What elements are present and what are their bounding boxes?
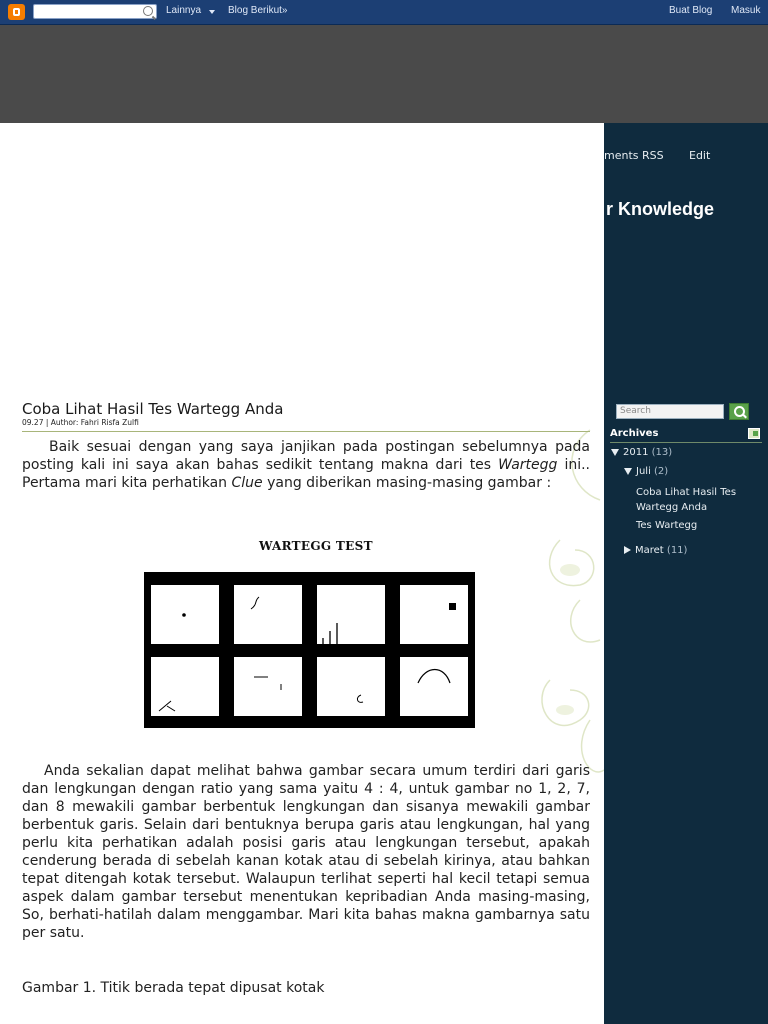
archive-post-link[interactable] — [636, 520, 697, 531]
navbar-search-input[interactable] — [33, 4, 157, 19]
post-title[interactable]: Coba Lihat Hasil Tes Wartegg Anda — [22, 400, 284, 418]
wartegg-box-3 — [317, 585, 385, 644]
more-menu-link[interactable]: Lainnya — [166, 5, 202, 16]
curve-icon — [234, 585, 302, 644]
dot-icon — [151, 585, 219, 644]
quick-edit-icon[interactable] — [748, 428, 760, 439]
wartegg-box-8 — [400, 657, 468, 716]
post-paragraph — [22, 979, 590, 997]
post-paragraph — [22, 438, 590, 492]
paragraph-text: ini.. Pertama mari kita perhatikan — [22, 457, 590, 491]
comments-rss-link[interactable]: ments RSS — [604, 149, 664, 162]
emphasis-text: Clue — [231, 475, 263, 491]
archive-post-label[interactable]: Tes Wartegg — [636, 520, 698, 531]
archive-post-label[interactable]: Coba Lihat Hasil Tes Wartegg Anda — [636, 487, 737, 513]
lines-icon — [234, 657, 302, 716]
archive-year-2011[interactable] — [611, 447, 672, 458]
paragraph-text: Gambar 1. Titik berada tepat dipusat kotak — [22, 980, 325, 996]
wartegg-box-5 — [151, 657, 219, 716]
paragraph-text: Anda sekalian dapat melihat bahwa gambar secara umum terdiri dari garis dan lengkungan dengan ratio yang sama yaitu 4 : 4, untuk gambar no 1, 2, 7, dan 8 mewakili gambar berbentuk lengkungan dan sisanya mewakili gambar berbentuk garis. Selain dari bentuknya berupa garis atau lengkungan, hal yang perlu kita perhatikan adalah posisi garis atau lengkungan tersebut, apakah cenderung berada di sebelah kanan kotak atau di sebelah kirinya, atau bahkan tepat ditengah kotak tersebut. Walaupun terlihat seperti hal kecil tetapi semua aspek dalam gambar tersebut menentukan kepribadian Anda masing-masing, So, berhati-hatilah dalam menggambar. Mari kita bahas makna gambarnya satu per satu. — [22, 763, 590, 941]
create-blog-link[interactable]: Buat Blog — [669, 5, 713, 16]
archive-post-link[interactable] — [636, 485, 761, 515]
collapse-toggle-icon[interactable] — [624, 546, 631, 554]
archives-heading: Archives — [610, 428, 659, 439]
archive-year-label[interactable]: 2011 — [623, 447, 649, 458]
wartegg-box-1 — [151, 585, 219, 644]
archive-count: (13) — [651, 447, 673, 458]
archive-month-maret[interactable] — [624, 545, 687, 556]
archive-month-juli[interactable] — [624, 466, 668, 477]
archive-count: (2) — [654, 466, 669, 477]
figure-title: WARTEGG TEST — [259, 539, 373, 553]
search-button[interactable] — [729, 403, 749, 420]
wartegg-box-7 — [317, 657, 385, 716]
chevron-down-icon[interactable] — [209, 10, 215, 14]
sidebar-search-input[interactable]: Search — [616, 404, 724, 419]
paragraph-text: Baik sesuai dengan yang saya janjikan pada postingan sebelumnya pada posting kali ini saya akan bahas sedikit tentang makna dari tes — [22, 439, 590, 473]
next-blog-link[interactable]: Blog Berikut» — [228, 5, 288, 16]
header-band — [0, 25, 768, 123]
archive-month-label[interactable]: Juli — [636, 466, 651, 477]
sidebar-column — [604, 123, 768, 1024]
arc-icon — [400, 657, 468, 716]
search-icon[interactable] — [143, 6, 153, 16]
archive-month-label[interactable]: Maret — [635, 545, 664, 556]
post-meta: 09.27 | Author: Fahri Risfa Zulfi — [22, 418, 139, 427]
ascending-lines-icon — [317, 585, 385, 644]
paragraph-text: yang diberikan masing-masing gambar : — [262, 475, 552, 491]
blogger-logo-icon[interactable] — [8, 4, 25, 20]
expand-toggle-icon[interactable] — [611, 449, 619, 456]
wartegg-figure — [144, 572, 475, 728]
post-paragraph — [22, 762, 590, 942]
archive-count: (11) — [666, 545, 688, 556]
wartegg-box-4 — [400, 585, 468, 644]
blogger-navbar — [0, 0, 768, 25]
sign-in-link[interactable]: Masuk — [731, 5, 761, 16]
edit-link[interactable]: Edit — [689, 149, 711, 162]
blog-title[interactable]: r Knowledge — [606, 199, 715, 219]
diagonal-lines-icon — [151, 657, 219, 716]
wartegg-box-6 — [234, 657, 302, 716]
divider — [610, 442, 762, 443]
post-divider — [22, 431, 590, 432]
small-curve-icon — [317, 657, 385, 716]
emphasis-text: Wartegg — [498, 457, 558, 473]
square-icon — [400, 585, 468, 644]
expand-toggle-icon[interactable] — [624, 468, 632, 475]
wartegg-box-2 — [234, 585, 302, 644]
